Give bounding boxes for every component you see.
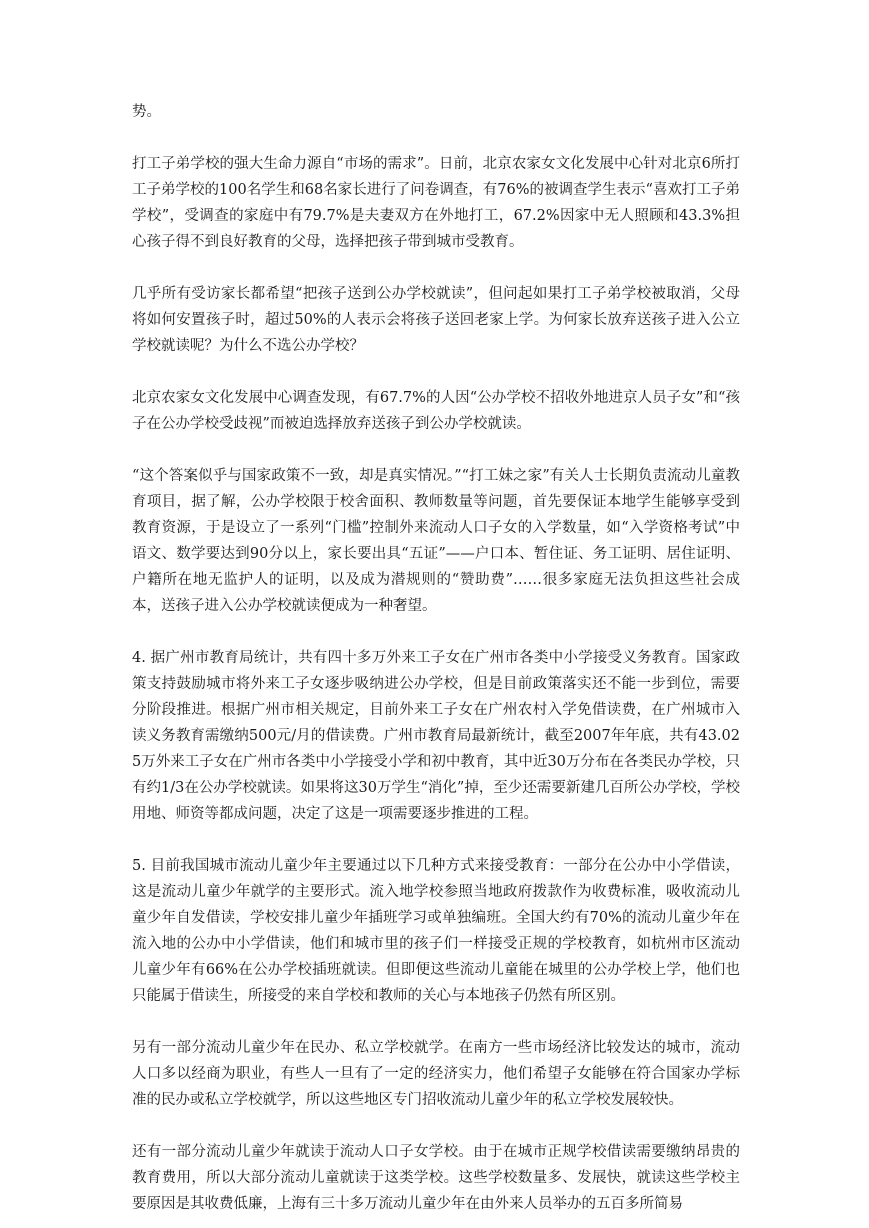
document-page: [132, 99, 740, 1217]
paragraph-gap: [132, 1009, 740, 1035]
paragraph-gap: [132, 437, 740, 463]
paragraph-gap: [132, 359, 740, 385]
paragraph-survey-finding: 北京农家女文化发展中心调查发现，有67.7%的人因“公办学校不招收外地进京人员子女”和“孩子在公办学校受歧视”而被迫选择放弃送孩子到公办学校就读。: [132, 390, 740, 432]
paragraph-gap: [132, 827, 740, 853]
paragraph-gap: [132, 255, 740, 281]
paragraph-fragment: 势。: [132, 104, 161, 120]
paragraph-gap: [132, 125, 740, 151]
paragraph-education-modes: 5. 目前我国城市流动儿童少年主要通过以下几种方式来接受教育：一部分在公办中小学借读，这是流动儿童少年就学的主要形式。流入地学校参照当地政府拨款作为收费标准，吸收流动儿童少年自发借读，学校安排儿童少年插班学习或单独编班。全国大约有70%的流动儿童少年在流入地的公办中小学借读，他们和城市里的孩子们一样接受正规的学校教育，如杭州市区流动儿童少年有66%在公办学校插班就读。但即便这些流动儿童能在城里的公办学校上学，他们也只能属于借读生，所接受的来自学校和教师的关心与本地孩子仍然有所区别。: [132, 858, 740, 1004]
paragraph-migrant-school-survey: 打工子弟学校的强大生命力源自“市场的需求”。日前，北京农家女文化发展中心针对北京6所打工子弟学校的100名学生和68名家长进行了问卷调查，有76%的被调查学生表示“喜欢打工子弟学校”，受调查的家庭中有79.7%是夫妻双方在外地打工，67.2%因家中无人照顾和43.3%担心孩子得不到良好教育的父母，选择把孩子带到城市受教育。: [132, 156, 740, 250]
paragraph-guangzhou-statistics: 4. 据广州市教育局统计，共有四十多万外来工子女在广州市各类中小学接受义务教育。国家政策支持鼓励城市将外来工子女逐步吸纳进公办学校，但是目前政策落实还不能一步到位，需要分阶段推进。根据广州市相关规定，目前外来工子女在广州农村入学免借读费，在广州城市入读义务教育需缴纳500元/月的借读费。广州市教育局最新统计，截至2007年年底，共有43.025万外来工子女在广州市各类中小学接受小学和初中教育，其中近30万分布在各类民办学校，只有约1/3在公办学校就读。如果将这30万学生“消化”掉，至少还需要新建几百所公办学校，学校用地、师资等都成问题，决定了这是一项需要逐步推进的工程。: [132, 650, 740, 822]
paragraph-admission-thresholds: “这个答案似乎与国家政策不一致，却是真实情况。”“打工妹之家”有关人士长期负责流动儿童教育项目，据了解，公办学校限于校舍面积、教师数量等问题，首先要保证本地学生能够享受到教育资源，于是设立了一系列“门槛”控制外来流动人口子女的入学数量，如“入学资格考试”中语文、数学要达到90分以上，家长要出具“五证”——户口本、暂住证、务工证明、居住证明、户籍所在地无监护人的证明，以及成为潜规则的“赞助费”……很多家庭无法负担这些社会成本，送孩子进入公办学校就读便成为一种奢望。: [132, 468, 740, 614]
paragraph-gap: [132, 1113, 740, 1139]
paragraph-migrant-children-schools: 还有一部分流动儿童少年就读于流动人口子女学校。由于在城市正规学校借读需要缴纳昂贵的教育费用，所以大部分流动儿童就读于这类学校。这些学校数量多、发展快，就读这些学校主要原因是其收费低廉，上海有三十多万流动儿童少年在由外来人员举办的五百多所简易: [132, 1144, 740, 1212]
paragraph-private-schools: 另有一部分流动儿童少年在民办、私立学校就学。在南方一些市场经济比较发达的城市，流动人口多以经商为职业，有些人一旦有了一定的经济实力，他们希望子女能够在符合国家办学标准的民办或私立学校就学，所以这些地区专门招收流动儿童少年的私立学校发展较快。: [132, 1040, 740, 1108]
paragraph-gap: [132, 619, 740, 645]
paragraph-parents-wish: 几乎所有受访家长都希望“把孩子送到公办学校就读”，但问起如果打工子弟学校被取消，父母将如何安置孩子时，超过50%的人表示会将孩子送回老家上学。为何家长放弃送孩子进入公立学校就读呢？为什么不选公办学校？: [132, 286, 740, 354]
